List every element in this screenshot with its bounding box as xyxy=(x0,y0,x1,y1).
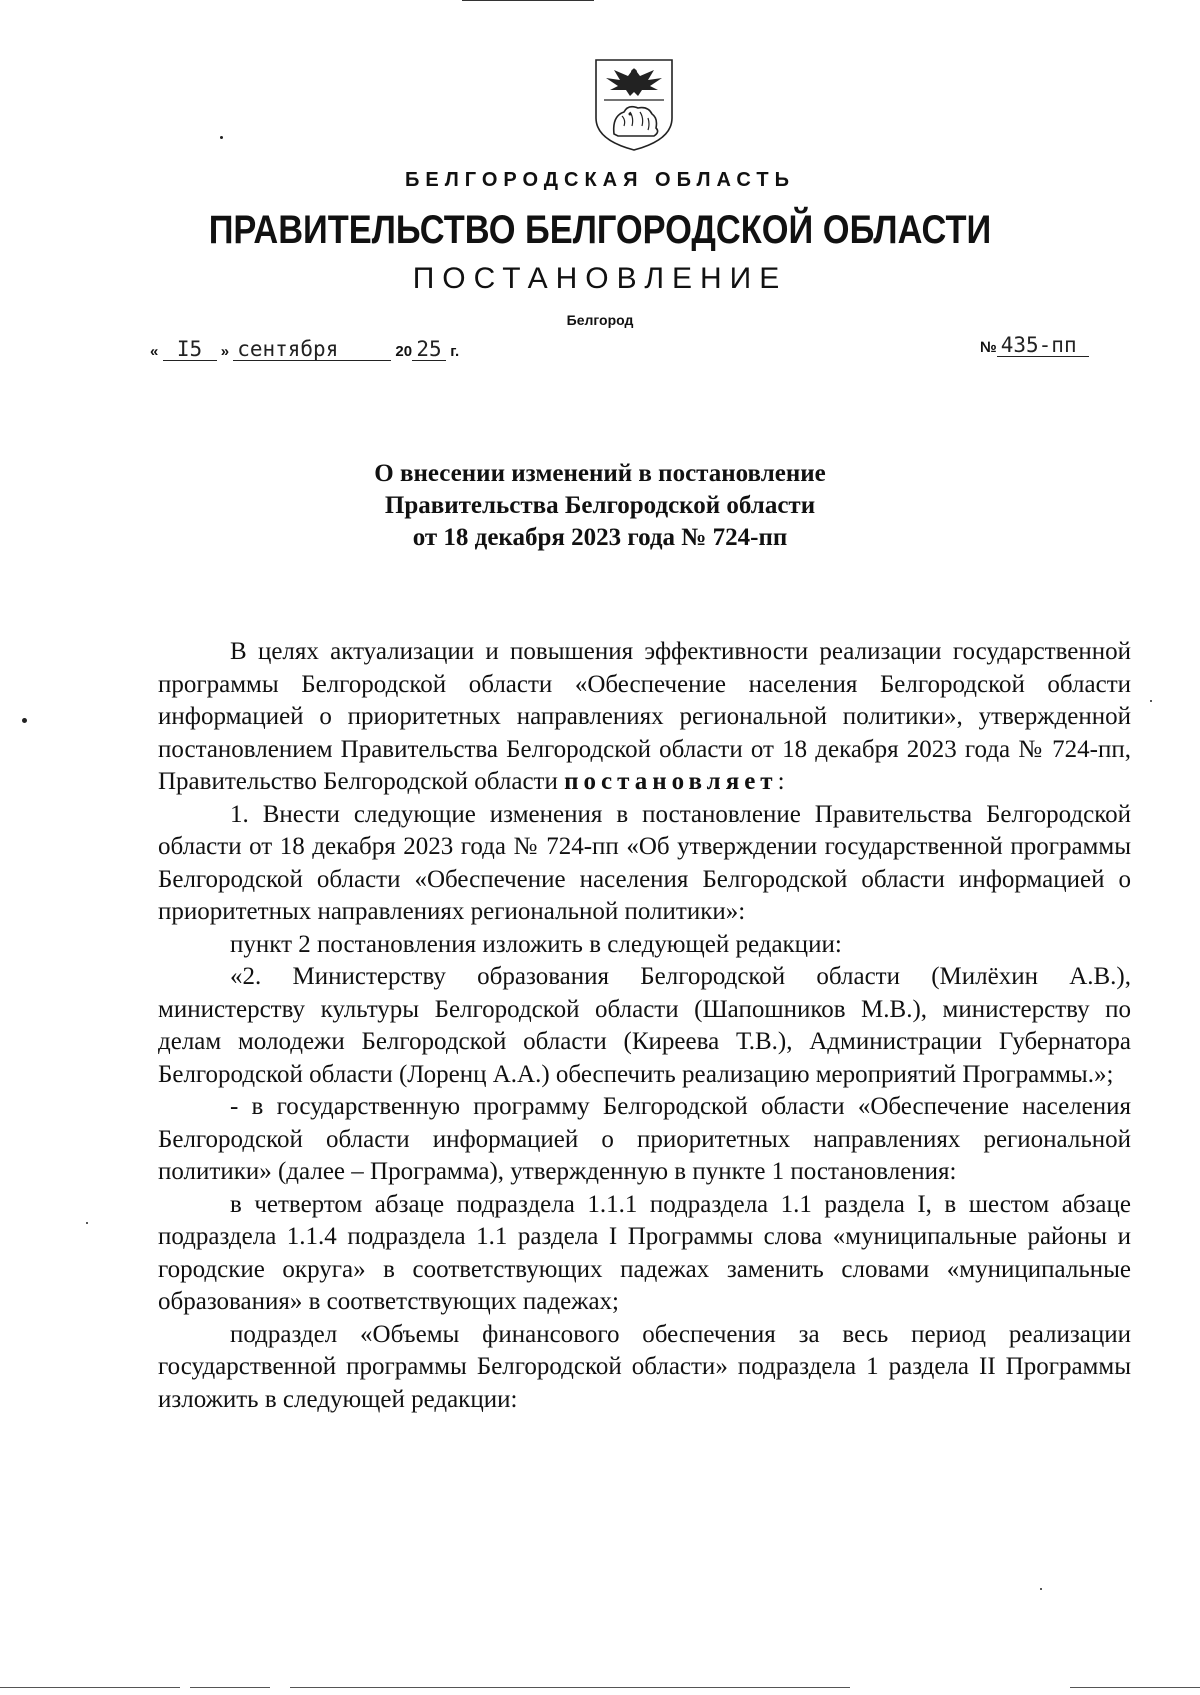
number-value: 435-пп xyxy=(997,334,1089,357)
document-title xyxy=(0,458,1200,554)
scan-artifact-line xyxy=(290,1687,850,1688)
date-month: сентября xyxy=(233,338,391,361)
scan-speck xyxy=(22,718,27,723)
scan-artifact-line xyxy=(462,0,594,1)
number-prefix: № xyxy=(980,339,997,356)
paragraph-text: В целях актуализации и повышения эффективности реализации государственной программы Белгородской области «Обеспечение населения Белгородской области информацией о приоритетных направлениях региональной политики», утвержденной постановлением Правительства Белгородской области от 18 декабря 2023 года № 724-пп, Правительство Белгородской области xyxy=(158,638,1131,795)
coat-of-arms-emblem xyxy=(590,56,678,152)
body-paragraph: подраздел «Объемы финансового обеспечения за весь период реализации государственной программы Белгородской области» подраздела 1 раздела II Программы изложить в следующей редакции: xyxy=(158,1320,1131,1413)
government-name: ПРАВИТЕЛЬСТВО БЕЛГОРОДСКОЙ ОБЛАСТИ xyxy=(208,208,992,252)
document-type: ПОСТАНОВЛЕНИЕ xyxy=(412,262,788,295)
scan-speck xyxy=(1150,700,1152,702)
body-paragraph: 1. Внести следующие изменения в постановление Правительства Белгородской области от 18 декабря 2023 года № 724-пп «Об утверждении государственной программы Белгородской области «Обеспечение населения Белгородской области информацией о приоритетных направлениях региональной политики»: xyxy=(158,800,1131,925)
paragraph-text: : xyxy=(777,768,785,795)
date-open-quote: « xyxy=(150,343,159,360)
title-line: Правительства Белгородской области xyxy=(384,492,816,519)
scan-artifact-line xyxy=(1070,1687,1200,1688)
date-year-suffix: г. xyxy=(450,343,460,360)
region-name: БЕЛГОРОДСКАЯ ОБЛАСТЬ xyxy=(405,169,795,191)
scan-artifact-line xyxy=(0,1687,180,1688)
date-close-quote: » xyxy=(220,343,230,360)
document-body xyxy=(158,636,1131,1416)
title-line: О внесении изменений в постановление xyxy=(374,460,826,487)
body-paragraph: «2. Министерству образования Белгородской области (Милёхин А.В.), министерству культуры Белгородской области (Шапошников М.В.), министерству по делам молодежи Белгородской области (Киреева Т.В.), Администрации Губернатора Белгородской области (Лоренц А.А.) обеспечить реализацию мероприятий Программы.»; xyxy=(158,963,1131,1088)
document-date xyxy=(150,338,459,366)
scan-speck xyxy=(220,136,223,139)
date-century: 20 xyxy=(395,343,413,360)
resolution-keyword: постановляет xyxy=(564,768,778,795)
city-name: Белгород xyxy=(566,312,634,328)
scan-artifact-line xyxy=(190,1687,270,1688)
body-paragraph: в четвертом абзаце подраздела 1.1.1 подраздела 1.1 раздела I, в шестом абзаце подраздела 1.1.4 подраздела 1.1 раздела I Программы слова «муниципальные районы и городские округа» в соответствующих падежах заменить словами «муниципальные образования» в соответствующих падежах; xyxy=(158,1190,1131,1315)
title-line: от 18 декабря 2023 года № 724-пп xyxy=(412,524,788,551)
scan-speck xyxy=(1040,1588,1042,1590)
scan-speck xyxy=(86,1222,88,1224)
body-paragraph xyxy=(158,636,1131,799)
body-paragraph: пункт 2 постановления изложить в следующей редакции: xyxy=(230,930,842,958)
date-day: I5 xyxy=(163,338,217,361)
body-paragraph: - в государственную программу Белгородской области «Обеспечение населения Белгородской области информацией о приоритетных направлениях региональной политики» (далее – Программа), утвержденную в пункте 1 постановления: xyxy=(158,1093,1131,1185)
document-number xyxy=(980,334,1089,362)
date-year: 25 xyxy=(412,338,446,361)
